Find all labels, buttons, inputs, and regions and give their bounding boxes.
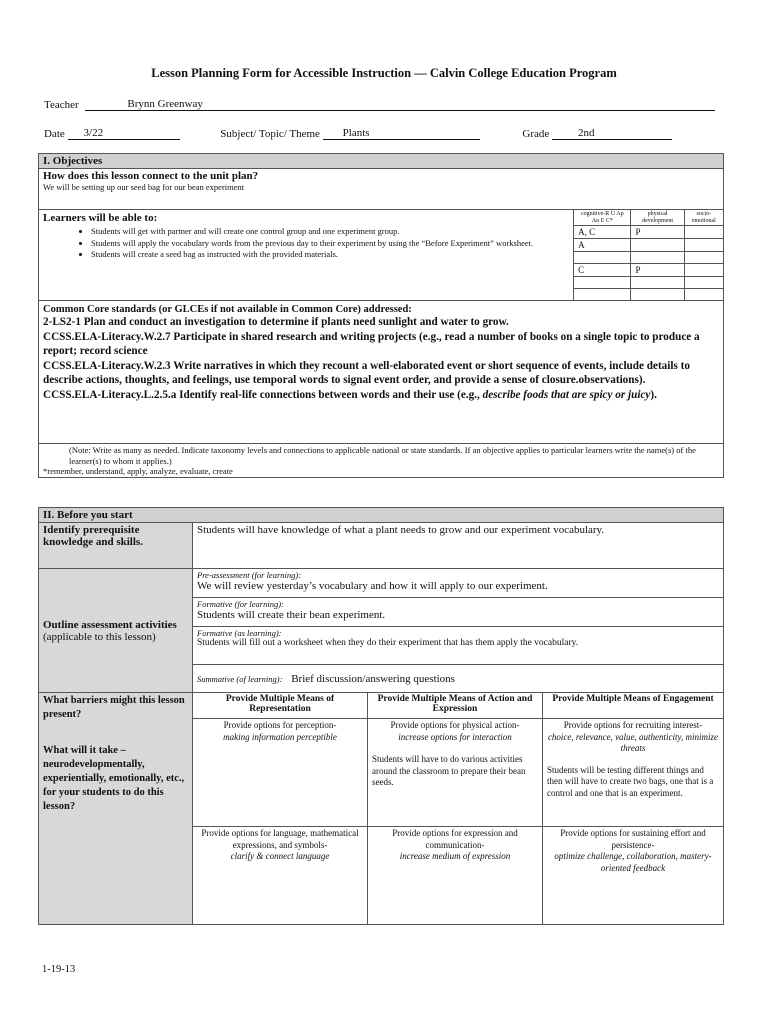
summ-label: Summative (of learning): bbox=[197, 673, 283, 684]
phys-cell bbox=[631, 239, 684, 252]
phys-cell bbox=[631, 289, 684, 301]
soc-cell bbox=[684, 239, 723, 252]
cc-standard bbox=[43, 388, 719, 403]
formative2-cell bbox=[193, 627, 724, 665]
cc-standard: CCSS.ELA-Literacy.W.2.7 Participate in shared research and writing projects (e.g., read a number of books on a single topic to produce a report; record science bbox=[43, 330, 700, 358]
cog-cell: A, C bbox=[574, 226, 631, 239]
phys-cell bbox=[631, 252, 684, 264]
teacher-label: Teacher bbox=[44, 99, 79, 111]
grade-field[interactable]: 2nd bbox=[552, 127, 672, 140]
r1c1-strategy: making information perceptible bbox=[223, 731, 337, 742]
prereq-label: Identify prerequisite knowledge and skills. bbox=[39, 523, 193, 569]
cog-cell: C bbox=[574, 264, 631, 277]
summ-text: Brief discussion/answering questions bbox=[291, 672, 455, 685]
cog-cell bbox=[574, 277, 631, 289]
barriers-question: What barriers might this lesson present? bbox=[43, 695, 185, 720]
footer-date: 1-19-13 bbox=[42, 964, 76, 975]
r1c3-label: Provide options for recruiting interest- bbox=[563, 720, 703, 730]
footnote-text: *remember, understand, apply, analyze, evaluate, create bbox=[43, 466, 233, 476]
soc-cell bbox=[684, 226, 723, 239]
assessment-label-cell bbox=[39, 569, 193, 693]
assess-sub: (applicable to this lesson) bbox=[43, 630, 156, 643]
unit-answer: We will be setting up our seed bag for our bean experiment bbox=[43, 182, 245, 192]
before-start-table bbox=[38, 507, 724, 925]
objectives-table bbox=[38, 153, 724, 478]
representation-cell-2 bbox=[193, 827, 368, 925]
r2c2-strategy: increase medium of expression bbox=[399, 851, 511, 861]
learners-cell bbox=[39, 210, 574, 301]
col-physical: physical development bbox=[631, 210, 684, 226]
r1c2-plan: Students will have to do various activities around the classroom to prepare their bean seeds. bbox=[372, 754, 526, 787]
r1c3-plan: Students will be testing different things and then will have to create two bags, one that is a control and one that is an experiment. bbox=[547, 764, 714, 798]
form1-label: Formative (for learning): bbox=[197, 599, 284, 609]
col-action: Provide Multiple Means of Action and Expression bbox=[368, 693, 543, 719]
engagement-cell-2 bbox=[543, 827, 724, 925]
note-cell bbox=[39, 444, 724, 478]
teacher-field[interactable]: Brynn Greenway bbox=[85, 98, 715, 111]
phys-cell: P bbox=[631, 264, 684, 277]
action-cell-1 bbox=[368, 719, 543, 827]
form2-text: Students will fill out a worksheet when they do their experiment that has them apply the vocabulary. bbox=[197, 638, 579, 648]
before-heading: II. Before you start bbox=[39, 508, 724, 523]
teacher-row bbox=[44, 98, 715, 111]
formative1-cell bbox=[193, 598, 724, 627]
objective-item: • Students will create a seed bag as instructed with the provided materials. bbox=[91, 249, 569, 261]
form1-text: Students will create their bean experiment. bbox=[197, 609, 386, 621]
note-text: (Note: Write as many as needed. Indicate taxonomy levels and connections to applicable national or state standards. If an objective applies to particular learners write the name(s) of the learner(s) to whom it applies.) bbox=[69, 445, 696, 466]
objective-item: • Students will apply the vocabulary words from the previous day to their experiment by using the “Before Experiment” worksheet. bbox=[91, 238, 569, 250]
form2-label: Formative (as learning): bbox=[197, 628, 282, 638]
cc-standard-end: ). bbox=[650, 388, 657, 401]
date-field[interactable]: 3/22 bbox=[68, 127, 180, 140]
objectives-list bbox=[43, 226, 569, 261]
cc-standard: CCSS.ELA-Literacy.W.2.3 Write narratives in which they recount a well-elaborated event or short sequence of events, include details to describe actions, thoughts, and feelings, use temporal words to signal event order, and provide a sense of closure.observations). bbox=[43, 359, 690, 387]
cc-standard-text: CCSS.ELA-Literacy.L.2.5.a Identify real-life connections between words and their use (e.g., bbox=[43, 388, 480, 401]
cc-standard-example: describe foods that are spicy or juicy bbox=[482, 388, 651, 401]
r1c1-label: Provide options for perception- bbox=[223, 720, 337, 730]
engagement-cell-1 bbox=[543, 719, 724, 827]
cc-standard: 2-LS2-1 Plan and conduct an investigation to determine if plants need sunlight and water to grow. bbox=[43, 316, 509, 328]
action-cell-2 bbox=[368, 827, 543, 925]
soc-cell bbox=[684, 277, 723, 289]
representation-cell-1 bbox=[193, 719, 368, 827]
date-row bbox=[44, 127, 724, 140]
take-question: What will it take – neurodevelopmentally, experientially, emotionally, etc., for your students to do this lesson? bbox=[43, 745, 185, 812]
soc-cell bbox=[684, 252, 723, 264]
col-engagement: Provide Multiple Means of Engagement bbox=[543, 693, 724, 719]
soc-cell bbox=[684, 264, 723, 277]
r2c3-label: Provide options for sustaining effort and persistence- bbox=[560, 828, 706, 850]
unit-connection-cell bbox=[39, 169, 724, 210]
r1c2-strategy: increase options for interaction bbox=[398, 731, 512, 742]
phys-cell bbox=[631, 277, 684, 289]
r2c1-label: Provide options for language, mathematical expressions, and symbols- bbox=[201, 828, 359, 850]
prereq-text: Students will have knowledge of what a plant needs to grow and our experiment vocabulary. bbox=[193, 523, 724, 569]
common-core-cell bbox=[39, 301, 724, 444]
col-cognitive: cognitive-R U Ap An E C* bbox=[574, 210, 631, 226]
cc-heading: Common Core standards (or GLCEs if not available in Common Core) addressed: bbox=[43, 304, 412, 315]
soc-cell bbox=[684, 289, 723, 301]
r1c2-label: Provide options for physical action- bbox=[390, 720, 520, 730]
r1c3-strategy: choice, relevance, value, authenticity, minimize threats bbox=[547, 731, 719, 753]
learners-heading: Learners will be able to: bbox=[43, 212, 158, 224]
grade-label: Grade bbox=[522, 128, 550, 140]
objective-item: • Students will get with partner and will create one control group and one experiment group. bbox=[91, 226, 569, 238]
assess-label: Outline assessment activities bbox=[43, 618, 177, 631]
cog-cell bbox=[574, 289, 631, 301]
subject-field[interactable]: Plants bbox=[323, 127, 480, 140]
barriers-cell bbox=[39, 693, 193, 925]
unit-question: How does this lesson connect to the unit plan? bbox=[43, 170, 259, 182]
phys-cell: P bbox=[631, 226, 684, 239]
summative-cell bbox=[193, 665, 724, 693]
form-title: Lesson Planning Form for Accessible Instruction — Calvin College Education Program bbox=[151, 66, 617, 80]
pre-assessment-cell bbox=[193, 569, 724, 598]
pre-text: We will review yesterday’s vocabulary and how it will apply to our experiment. bbox=[197, 580, 548, 592]
col-socio: socio-emotional bbox=[684, 210, 723, 226]
cog-cell bbox=[574, 252, 631, 264]
subject-label: Subject/ Topic/ Theme bbox=[220, 128, 320, 140]
objectives-heading: I. Objectives bbox=[39, 154, 724, 169]
col-representation: Provide Multiple Means of Representation bbox=[193, 693, 368, 719]
date-label: Date bbox=[44, 128, 65, 140]
r2c1-strategy: clarify & connect language bbox=[230, 851, 330, 861]
r2c3-strategy: optimize challenge, collaboration, mastery-oriented feedback bbox=[554, 851, 712, 873]
r2c2-label: Provide options for expression and communication- bbox=[392, 828, 518, 850]
pre-label: Pre-assessment (for learning): bbox=[197, 570, 302, 580]
cog-cell: A bbox=[574, 239, 631, 252]
